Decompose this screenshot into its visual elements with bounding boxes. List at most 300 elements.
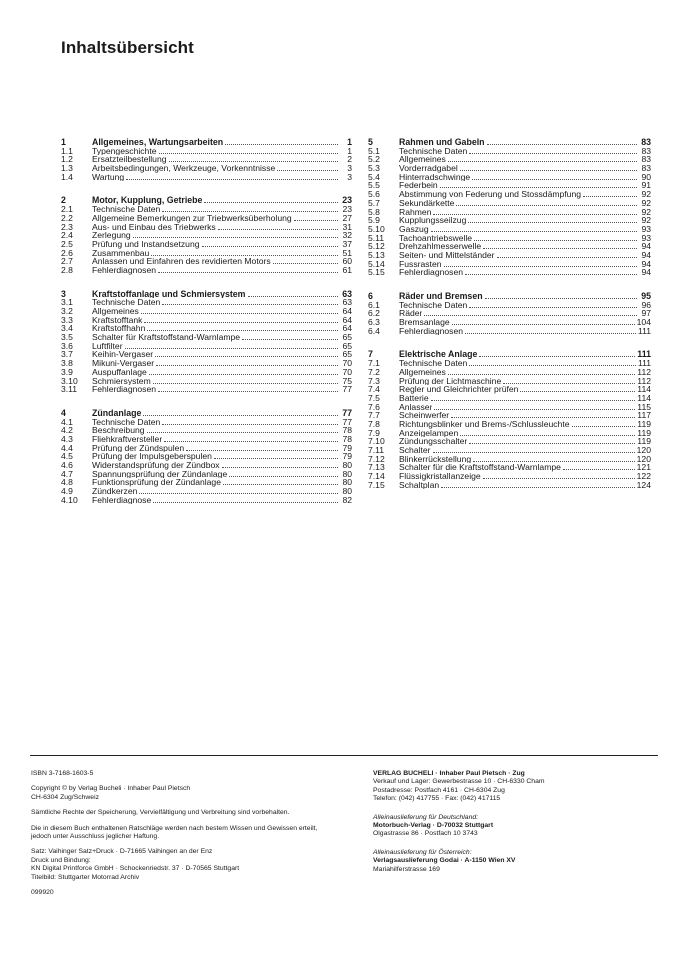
toc-page-number: 94	[641, 267, 651, 278]
toc-section	[368, 350, 651, 489]
toc-entry-number: 4.5	[61, 451, 73, 462]
toc-entry-title: Elektrische Anlage	[399, 350, 478, 360]
toc-dot-leader	[563, 463, 635, 470]
toc-entry-title: Tachoantriebswelle	[399, 233, 473, 243]
publisher-name: VERLAG BUCHELI · Inhaber Paul Pietsch · Zug	[373, 770, 525, 777]
toc-entry-title: Scheinwerfer	[399, 411, 450, 420]
toc-entry-title: Schalter	[399, 446, 431, 455]
toc-entry	[368, 260, 651, 269]
toc-entry-number: 4.6	[61, 460, 73, 470]
toc-entry	[368, 318, 651, 327]
toc-entry-number: 4.3	[61, 433, 73, 444]
toc-dot-leader	[451, 411, 635, 418]
toc-page-number: 65	[342, 349, 352, 360]
toc-entry	[368, 385, 651, 394]
toc-dot-leader	[133, 231, 338, 238]
imprint-left	[31, 770, 351, 904]
toc-page-number: 115	[637, 401, 651, 412]
toc-entry	[368, 420, 651, 429]
toc-page-number: 92	[641, 197, 651, 208]
toc-page-number: 119	[637, 436, 651, 447]
toc-entry-title: Kupplungsseilzug	[399, 216, 467, 225]
toc-entry-title: Anlassen und Einfahren des revidierten Motors	[92, 257, 271, 266]
toc-entry-number: 1	[61, 137, 66, 147]
toc-entry-number: 2.7	[61, 256, 73, 267]
toc-entry	[368, 155, 651, 164]
toc-entry	[61, 418, 352, 427]
page-title: Inhaltsübersicht	[61, 38, 194, 57]
toc-dot-leader	[483, 242, 637, 249]
toc-dot-leader	[469, 301, 637, 308]
toc-entry-number: 2.5	[61, 238, 73, 249]
toc-entry-title: Allgemeines	[399, 155, 446, 165]
toc-dot-leader	[158, 385, 338, 392]
toc-dot-leader	[158, 266, 338, 273]
toc-entry	[368, 251, 651, 260]
toc-page-number: 75	[342, 375, 352, 386]
toc-dot-leader	[456, 199, 637, 206]
toc-page-number: 80	[342, 477, 352, 488]
toc-entry	[61, 359, 352, 368]
toc-entry	[61, 231, 352, 240]
toc-entry-title: Technische Daten	[399, 300, 468, 310]
toc-page-number: 117	[637, 410, 651, 421]
toc-dot-leader	[487, 138, 637, 145]
toc-dot-leader	[149, 368, 338, 375]
toc-page-number: 83	[641, 163, 651, 174]
toc-entry-title: Sekundärkette	[399, 198, 455, 208]
toc-entry-title: Zündkerzen	[92, 487, 138, 496]
toc-dot-leader	[202, 240, 338, 247]
toc-entry-number: 5.1	[368, 145, 380, 156]
distribution-at-label: Alleinauslieferung für Österreich:	[373, 848, 472, 856]
toc-entry	[61, 487, 352, 496]
toc-dot-leader	[452, 318, 635, 325]
toc-entry-number: 4.10	[61, 494, 78, 505]
toc-dot-leader	[431, 394, 636, 401]
toc-dot-leader	[448, 155, 637, 162]
toc-entry-title: Arbeitsbedingungen, Werkzeuge, Vorkenntnisse	[92, 164, 276, 173]
toc-section	[61, 290, 352, 394]
toc-section	[368, 292, 651, 335]
toc-page-number: 82	[342, 494, 352, 505]
toc-chapter-heading	[61, 196, 352, 205]
toc-dot-leader	[431, 225, 637, 232]
toc-page-number: 80	[342, 486, 352, 497]
toc-entry-title: Technische Daten	[92, 417, 161, 427]
toc-dot-leader	[223, 478, 338, 485]
toc-page-number: 79	[342, 442, 352, 453]
toc-entry-title: Mikuni-Vergaser	[92, 359, 155, 368]
toc-entry-title: Prüfung der Lichtmaschine	[399, 376, 502, 386]
toc-entry-title: Prüfung und Instandsetzung	[92, 239, 200, 249]
toc-entry-number: 4.9	[61, 486, 73, 497]
toc-entry	[61, 324, 352, 333]
print-code: 099920	[31, 889, 54, 897]
toc-entry-number: 3.5	[61, 332, 73, 343]
toc-dot-leader	[473, 455, 635, 462]
toc-page-number: 96	[641, 299, 651, 310]
toc-entry	[368, 463, 651, 472]
toc-entry-title: Technische Daten	[399, 146, 468, 156]
toc-entry	[368, 164, 651, 173]
toc-entry-number: 7.10	[368, 436, 385, 447]
publisher-postal: Postadresse: Postfach 4161 · CH-6304 Zug	[373, 786, 505, 794]
toc-entry-title: Luftfilter	[92, 341, 123, 351]
toc-entry-number: 2.8	[61, 264, 73, 275]
toc-section	[61, 138, 352, 181]
toc-entry-number: 5.2	[368, 154, 380, 165]
disclaimer-line-2: jedoch unter Ausschluss jeglicher Haftung.	[31, 833, 160, 841]
toc-entry-number: 5.13	[368, 249, 385, 260]
toc-entry-number: 4.1	[61, 416, 73, 427]
toc-dot-leader	[469, 437, 635, 444]
toc-entry-number: 5.11	[368, 232, 385, 243]
toc-entry-title: Zündanlage	[92, 408, 142, 418]
toc-entry	[368, 309, 651, 318]
toc-entry-title: Motor, Kupplung, Getriebe	[92, 196, 203, 206]
toc-dot-leader	[474, 234, 637, 241]
toc-page-number: 122	[636, 471, 651, 482]
toc-entry-number: 2.4	[61, 230, 73, 241]
toc-dot-leader	[468, 216, 637, 223]
toc-page-number: 114	[637, 392, 651, 403]
toc-dot-leader	[153, 377, 338, 384]
toc-entry	[61, 164, 352, 173]
toc-entry-number: 7.12	[368, 453, 385, 464]
disclaimer-line-1: Die in diesem Buch enthaltenen Ratschläge werden nach bestem Wissen und Gewissen erteilt,	[31, 824, 318, 832]
toc-entry-title: Typengeschichte	[92, 146, 157, 156]
toc-entry	[61, 223, 352, 232]
toc-entry	[368, 190, 651, 199]
satz-credit: Satz: Vaihinger Satz+Druck · D-71665 Vaihingen an der Enz	[31, 848, 213, 856]
toc-entry	[368, 208, 651, 217]
toc-page-number: 23	[342, 195, 352, 206]
toc-dot-leader	[162, 205, 338, 212]
toc-page-number: 64	[342, 306, 352, 316]
toc-page-number: 27	[342, 212, 352, 223]
toc-dot-leader	[433, 208, 637, 215]
toc-page-number: 32	[342, 230, 352, 241]
toc-page-number: 64	[342, 323, 352, 334]
toc-dot-leader	[162, 418, 338, 425]
toc-dot-leader	[460, 164, 637, 171]
toc-entry	[61, 205, 352, 214]
toc-entry	[368, 377, 651, 386]
toc-entry-title: Beschreibung	[92, 426, 145, 435]
toc-dot-leader	[156, 359, 338, 366]
toc-entry-number: 5.6	[368, 189, 380, 200]
toc-entry-title: Regler und Gleichrichter prüfen	[399, 385, 519, 394]
toc-entry	[368, 301, 651, 310]
toc-dot-leader	[469, 359, 636, 366]
toc-entry-title: Allgemeine Bemerkungen zur Triebwerksüberholung	[92, 213, 292, 223]
toc-page-number: 94	[641, 258, 651, 269]
toc-dot-leader	[448, 368, 635, 375]
toc-entry-title: Allgemeines	[92, 307, 139, 316]
toc-entry-title: Fehlerdiagnosen	[399, 268, 464, 278]
toc-entry	[368, 327, 651, 336]
toc-dot-leader	[218, 223, 338, 230]
toc-entry-number: 7	[368, 349, 373, 360]
toc-entry-title: Kraftstoffanlage und Schmiersystem	[92, 289, 246, 299]
toc-dot-leader	[225, 138, 338, 145]
toc-entry-number: 5.8	[368, 206, 380, 217]
toc-page-number: 77	[342, 416, 352, 427]
toc-page-number: 114	[637, 384, 651, 395]
toc-entry-number: 7.9	[368, 427, 380, 438]
toc-entry	[368, 446, 651, 455]
toc-dot-leader	[242, 333, 338, 340]
toc-entry	[368, 455, 651, 464]
toc-page-number: 78	[342, 433, 352, 444]
toc-entry	[61, 214, 352, 223]
toc-chapter-heading	[368, 138, 651, 147]
toc-page-number: 77	[342, 384, 352, 395]
toc-page-number: 63	[342, 288, 352, 299]
toc-entry-number: 1.3	[61, 163, 73, 174]
toc-entry-number: 6.2	[368, 308, 380, 319]
distribution-at-address: Mariahilferstrasse 169	[373, 865, 440, 873]
toc-entry-title: Abstimmung von Federung und Stossdämpfung	[399, 190, 582, 199]
toc-page-number: 104	[636, 317, 651, 328]
toc-entry	[61, 307, 352, 316]
toc-page-number: 70	[342, 366, 352, 377]
toc-entry-title: Technische Daten	[92, 298, 161, 308]
toc-dot-leader	[147, 426, 338, 433]
toc-dot-leader	[125, 342, 338, 349]
toc-dot-leader	[147, 324, 338, 331]
toc-entry-number: 3.8	[61, 358, 73, 369]
toc-entry-number: 5.3	[368, 163, 380, 174]
toc-page-number: 95	[641, 291, 651, 301]
toc-entry-number: 3.4	[61, 323, 73, 334]
toc-dot-leader	[465, 268, 637, 275]
toc-entry	[368, 411, 651, 420]
toc-dot-leader	[483, 472, 635, 479]
toc-entry-number: 4.8	[61, 477, 73, 488]
toc-entry-number: 5.14	[368, 258, 385, 269]
toc-entry-title: Auspuffanlage	[92, 367, 147, 377]
toc-entry-title: Ersatzteilbestellung	[92, 155, 167, 165]
isbn: ISBN 3-7168-1603-5	[31, 770, 94, 777]
toc-dot-leader	[424, 309, 637, 316]
toc-entry	[61, 444, 352, 453]
toc-entry-title: Zündungsschalter	[399, 437, 468, 447]
toc-dot-leader	[273, 257, 338, 264]
toc-section	[61, 196, 352, 274]
toc-entry-number: 2	[61, 195, 66, 206]
toc-entry	[61, 496, 352, 505]
toc-entry-title: Technische Daten	[399, 359, 468, 368]
toc-entry	[61, 470, 352, 479]
toc-entry-number: 3.11	[61, 384, 78, 395]
toc-entry	[61, 173, 352, 182]
toc-page-number: 119	[637, 427, 651, 438]
toc-entry-number: 7.1	[368, 358, 380, 369]
toc-entry-number: 6.3	[368, 317, 380, 328]
toc-entry-number: 5.7	[368, 197, 380, 208]
toc-entry-number: 1.1	[61, 145, 73, 156]
toc-entry-title: Widerstandsprüfung der Zündbox	[92, 461, 220, 470]
toc-entry-number: 1.2	[61, 154, 73, 165]
toc-entry	[368, 403, 651, 412]
toc-entry-number: 7.7	[368, 410, 380, 421]
toc-dot-leader	[143, 409, 338, 416]
toc-entry-number: 7.5	[368, 392, 380, 403]
toc-page-number: 77	[342, 407, 352, 418]
toc-entry-number: 5.9	[368, 215, 380, 226]
toc-dot-leader	[503, 377, 635, 384]
toc-entry-number: 7.15	[368, 479, 385, 490]
toc-entry-number: 7.2	[368, 366, 380, 377]
toc-entry	[368, 147, 651, 156]
toc-dot-leader	[433, 446, 635, 453]
toc-entry-title: Drehzahlmesserwelle	[399, 242, 482, 251]
toc-entry-number: 3.7	[61, 349, 73, 360]
toc-entry-title: Rahmen und Gabeln	[399, 138, 485, 147]
toc-entry-title: Zerlegung	[92, 231, 131, 240]
toc-page-number: 78	[342, 425, 352, 436]
toc-dot-leader	[162, 298, 338, 305]
toc-dot-leader	[126, 173, 338, 180]
toc-entry-title: Flüssigkristallanzeige	[399, 472, 481, 481]
toc-entry	[368, 242, 651, 251]
toc-dot-leader	[153, 496, 338, 503]
distribution-de-label: Alleinauslieferung für Deutschland:	[373, 813, 479, 821]
toc-page-number: 92	[641, 189, 651, 200]
toc-page-number: 2	[347, 154, 352, 165]
toc-entry-title: Schalter für Kraftstoffstand-Warnlampe	[92, 333, 241, 342]
toc-entry-title: Fehlerdiagnose	[92, 495, 152, 505]
toc-entry-number: 7.3	[368, 375, 380, 386]
toc-dot-leader	[497, 251, 637, 258]
toc-entry-number: 5.15	[368, 267, 385, 278]
toc-entry	[368, 368, 651, 377]
toc-entry-title: Anzeigelampen	[399, 428, 459, 438]
toc-page-number: 79	[342, 451, 352, 462]
toc-entry-title: Prüfung der Impulsgeberspulen	[92, 452, 212, 462]
toc-dot-leader	[214, 452, 338, 459]
toc-dot-leader	[222, 461, 338, 468]
toc-entry-number: 2.1	[61, 204, 73, 215]
toc-entry	[61, 266, 352, 275]
toc-entry	[368, 181, 651, 190]
distribution-de-address: Olgastrasse 86 · Postfach 10 3743	[373, 830, 478, 838]
toc-dot-leader	[460, 429, 635, 436]
imprint-right	[373, 770, 663, 884]
toc-page-number: 37	[342, 238, 352, 249]
toc-entry-title: Fehlerdiagnosen	[399, 326, 464, 336]
toc-dot-leader	[277, 164, 338, 171]
toc-page-number: 3	[347, 163, 352, 174]
toc-right-column	[368, 138, 651, 504]
toc-entry	[368, 234, 651, 243]
druck-label: Druck und Bindung:	[31, 856, 91, 864]
toc-page-number: 80	[342, 460, 352, 470]
toc-entry	[368, 199, 651, 208]
toc-chapter-heading	[61, 290, 352, 299]
toc-page-number: 3	[347, 171, 352, 182]
toc-page-number: 93	[641, 232, 651, 243]
druck-credit: KN Digital Printforce GmbH · Schockenriedstr. 37 · D-70565 Stuttgart	[31, 865, 240, 873]
toc-entry-title: Keihin-Vergaser	[92, 350, 154, 360]
toc-page-number: 124	[636, 479, 651, 490]
toc-entry	[61, 452, 352, 461]
toc-dot-leader	[434, 403, 635, 410]
toc-page-number: 64	[342, 314, 352, 325]
toc-entry	[368, 225, 651, 234]
toc-entry-title: Kraftstofftank	[92, 315, 143, 325]
toc-entry-number: 7.8	[368, 418, 380, 429]
toc-entry-title: Schalter für die Kraftstoffstand-Warnlampe	[399, 463, 561, 473]
toc-entry-title: Federbein	[399, 181, 438, 191]
toc-entry-number: 3.10	[61, 375, 78, 386]
toc-page-number: 120	[636, 445, 651, 455]
toc-page-number: 65	[342, 340, 352, 351]
toc-page-number: 1	[347, 145, 352, 156]
toc-entry	[61, 298, 352, 307]
toc-entry	[61, 426, 352, 435]
toc-entry-title: Schaltplan	[399, 480, 440, 490]
toc-page-number: 94	[641, 249, 651, 260]
toc-page-number: 94	[641, 241, 651, 252]
toc-entry-number: 3.3	[61, 314, 73, 325]
toc-entry	[368, 472, 651, 481]
toc-page-number: 111	[637, 325, 651, 336]
toc-chapter-heading	[368, 350, 651, 359]
toc-entry	[61, 368, 352, 377]
toc-page-number: 112	[637, 375, 651, 386]
toc-entry-number: 7.13	[368, 462, 385, 473]
toc-entry-title: Bremsanlage	[399, 318, 450, 327]
toc-chapter-heading	[368, 292, 651, 301]
toc-page-number: 23	[342, 204, 352, 215]
toc-entry-number: 6.1	[368, 299, 380, 310]
toc-entry-title: Anlasser	[399, 402, 433, 412]
toc-page-number: 111	[637, 358, 651, 369]
toc-entry	[61, 350, 352, 359]
toc-entry-number: 2.6	[61, 247, 73, 258]
toc-page-number: 120	[636, 453, 651, 464]
toc-entry-number: 1.4	[61, 171, 73, 182]
toc-entry-number: 7.11	[368, 445, 385, 455]
toc-page-number: 91	[641, 180, 651, 191]
toc-dot-leader	[440, 181, 637, 188]
toc-chapter-heading	[61, 409, 352, 418]
toc-entry-number: 4.2	[61, 425, 73, 436]
toc-dot-leader	[229, 470, 338, 477]
toc-entry-title: Zusammenbau	[92, 248, 150, 258]
toc-entry-number: 4.4	[61, 442, 73, 453]
toc-entry-title: Fliehkraftversteller	[92, 434, 163, 444]
toc-entry	[61, 249, 352, 258]
toc-entry-title: Technische Daten	[92, 205, 161, 214]
toc-entry-number: 4.7	[61, 468, 73, 479]
toc-dot-leader	[572, 420, 636, 427]
toc-dot-leader	[141, 307, 338, 314]
toc-entry	[61, 155, 352, 164]
toc-entry-title: Allgemeines, Wartungsarbeiten	[92, 138, 224, 147]
toc-page-number: 63	[342, 297, 352, 308]
distribution-de-name: Motorbuch-Verlag · D-70032 Stuttgart	[373, 822, 494, 830]
toc-entry-title: Fehlerdiagnosen	[92, 385, 157, 394]
toc-entry-number: 5	[368, 137, 373, 147]
toc-entry-title: Seiten- und Mittelständer	[399, 250, 495, 260]
toc-entry	[61, 147, 352, 156]
toc-dot-leader	[294, 214, 338, 221]
toc-entry-title: Blinkerrückstellung	[399, 454, 472, 464]
